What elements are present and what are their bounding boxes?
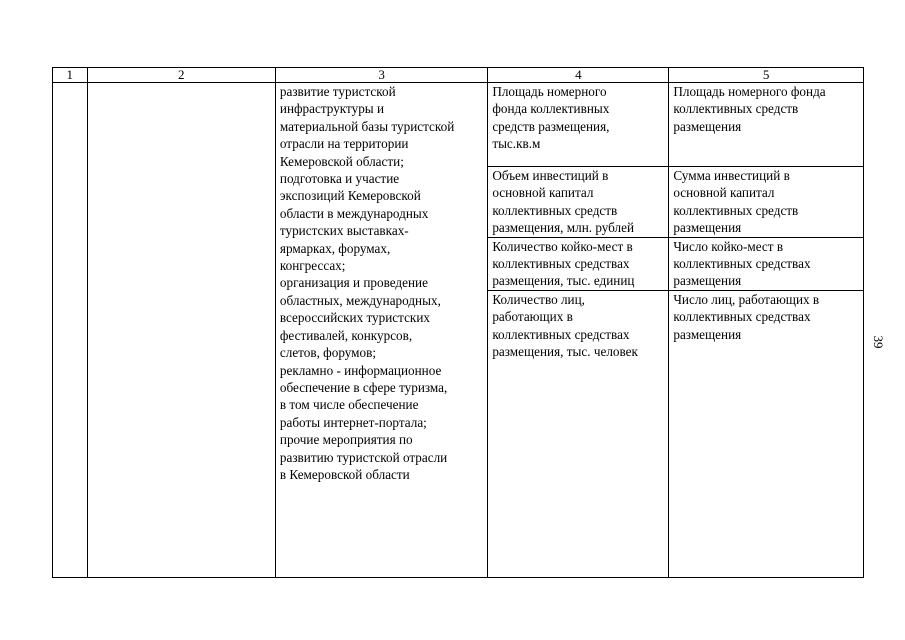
definition-cell: Сумма инвестиций в основной капитал коллективных средств размещения [669, 167, 864, 238]
indicator-cell: Объем инвестиций в основной капитал коллективных средств размещения, млн. рублей [488, 167, 669, 238]
activities-cell: развитие туристской инфраструктуры и материальной базы туристской отрасли на территории Кемеровской области; подготовка и участие экспозиций Кемеровской области в международных туристских выставках- ярмарках, форумах, конгрессах; организация и проведение областных, международных, всероссийских туристских фестивалей, конкурсов, слетов, форумов; рекламно - информационное обеспечение в сфере туризма, в том числе обеспечение работы интернет-портала; прочие мероприятия по развитию туристской отрасли в Кемеровской области [275, 83, 487, 578]
definition-cell: Число лиц, работающих в коллективных средствах размещения [669, 290, 864, 577]
column-number-4: 4 [488, 68, 669, 83]
column-number-3: 3 [275, 68, 487, 83]
page-number: 39 [871, 335, 886, 349]
column-number-5: 5 [669, 68, 864, 83]
indicator-cell: Количество койко-мест в коллективных средствах размещения, тыс. единиц [488, 237, 669, 290]
indicator-cell: Площадь номерного фонда коллективных средств размещения, тыс.кв.м [488, 83, 669, 167]
table-row [53, 83, 864, 167]
definition-cell: Число койко-мест в коллективных средствах размещения [669, 237, 864, 290]
table-header-row [53, 68, 864, 83]
indicators-table [52, 67, 864, 578]
definition-cell: Площадь номерного фонда коллективных средств размещения [669, 83, 864, 167]
column-number-1: 1 [53, 68, 88, 83]
indicator-cell: Количество лиц, работающих в коллективных средствах размещения, тыс. человек [488, 290, 669, 577]
col2-cell [87, 83, 275, 578]
col1-cell [53, 83, 88, 578]
column-number-2: 2 [87, 68, 275, 83]
